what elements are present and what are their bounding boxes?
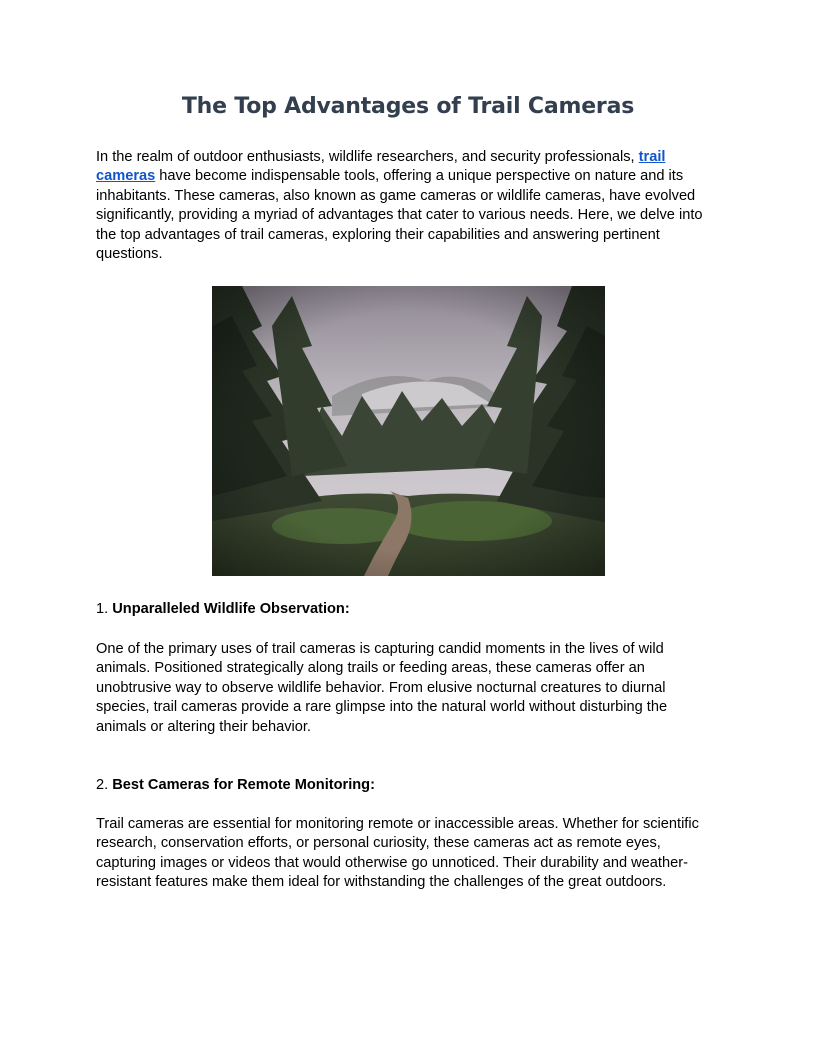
intro-text-before: In the realm of outdoor enthusiasts, wildlife researchers, and security professionals, xyxy=(96,149,639,165)
section-1-number: 1. xyxy=(96,601,109,617)
intro-text-after: have become indispensable tools, offering a unique perspective on nature and its inhabitants. These cameras, also known as game cameras or wildlife cameras, have evolved significantly, providing a myriad of advantages that cater to various needs. Here, we delve into the top advantages of trail cameras, exploring their capabilities and answering pertinent questions. xyxy=(96,168,703,263)
section-2-heading xyxy=(96,776,375,795)
trail-cameras-link[interactable]: trail cameras xyxy=(96,149,666,185)
section-1-body: One of the primary uses of trail cameras is capturing candid moments in the lives of wild animals. Positioned strategically along trails or feeding areas, these cameras offer an unobtrusive way to observe wildlife behavior. From elusive nocturnal creatures to diurnal species, trail cameras provide a rare glimpse into the natural world without disturbing the animals or altering their behavior. xyxy=(96,641,668,735)
forest-trail-illustration xyxy=(212,286,605,576)
section-2-title: Best Cameras for Remote Monitoring: xyxy=(112,777,375,793)
section-2-body: Trail cameras are essential for monitoring remote or inaccessible areas. Whether for scientific research, conservation efforts, or personal curiosity, these cameras act as remote eyes, capturing images or videos that would otherwise go unnoticed. Their durability and weather-resistant features make them ideal for withstanding the challenges of the great outdoors. xyxy=(96,816,699,891)
intro-paragraph xyxy=(96,148,712,264)
section-1-title: Unparalleled Wildlife Observation: xyxy=(112,601,350,617)
section-2-number: 2. xyxy=(96,777,109,793)
page-title: The Top Advantages of Trail Cameras xyxy=(181,94,635,119)
forest-trail-image xyxy=(212,286,605,576)
section-1-heading xyxy=(96,600,350,619)
